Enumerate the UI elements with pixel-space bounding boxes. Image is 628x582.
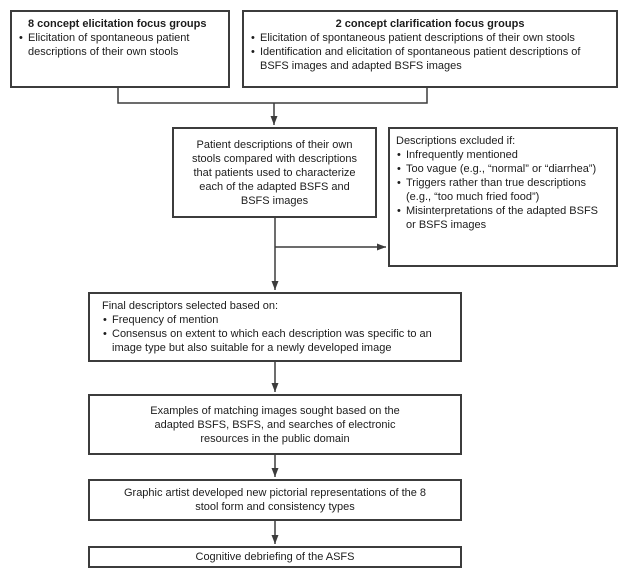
bullet-list bbox=[102, 313, 454, 355]
box-concept-elicitation-groups bbox=[10, 10, 230, 88]
bullet-list bbox=[18, 31, 222, 59]
box-concept-clarification-groups bbox=[242, 10, 618, 88]
bullet-item: • Misinterpretations of the adapted BSFS or BSFS images bbox=[396, 204, 610, 232]
box-text: Graphic artist developed new pictorial representations of the 8 stool form and consistency types bbox=[123, 487, 427, 513]
bullet-list bbox=[250, 31, 610, 73]
box-final-descriptors bbox=[88, 292, 462, 362]
bullet-item: • Consensus on extent to which each description was specific to an image type but also suitable for a newly developed image bbox=[102, 327, 450, 355]
bullet-list bbox=[396, 148, 610, 232]
bullet-item: • Triggers rather than true descriptions (e.g., “too much fried food”) bbox=[396, 176, 610, 204]
box-title: 2 concept clarification focus groups bbox=[335, 18, 525, 30]
box-text: Cognitive debriefing of the ASFS bbox=[195, 551, 355, 563]
box-title: Descriptions excluded if: bbox=[396, 135, 516, 147]
box-cognitive-debriefing bbox=[88, 546, 462, 568]
box-graphic-artist bbox=[88, 479, 462, 521]
box-title: Final descriptors selected based on: bbox=[102, 300, 279, 312]
bullet-item: • Infrequently mentioned bbox=[396, 148, 610, 162]
bullet-item: • Frequency of mention bbox=[102, 313, 450, 327]
bullet-item: • Too vague (e.g., “normal” or “diarrhea”) bbox=[396, 162, 610, 176]
box-text: Patient descriptions of their own stools compared with descriptions that patients used to characterize each of the adapted BSFS and BSFS images bbox=[191, 138, 358, 207]
box-title: 8 concept elicitation focus groups bbox=[28, 18, 207, 30]
bullet-item: • Elicitation of spontaneous patient descriptions of their own stools bbox=[18, 31, 222, 59]
bullet-item: • Elicitation of spontaneous patient descriptions of their own stools bbox=[250, 31, 600, 45]
box-matching-images bbox=[88, 394, 462, 455]
bullet-item: • Identification and elicitation of spontaneous patient descriptions of BSFS images and adapted BSFS images bbox=[250, 45, 600, 73]
box-descriptions-excluded bbox=[388, 127, 618, 267]
box-text: Examples of matching images sought based on the adapted BSFS, BSFS, and searches of electronic resources in the public domain bbox=[150, 404, 400, 445]
box-patient-descriptions-compared bbox=[172, 127, 377, 218]
